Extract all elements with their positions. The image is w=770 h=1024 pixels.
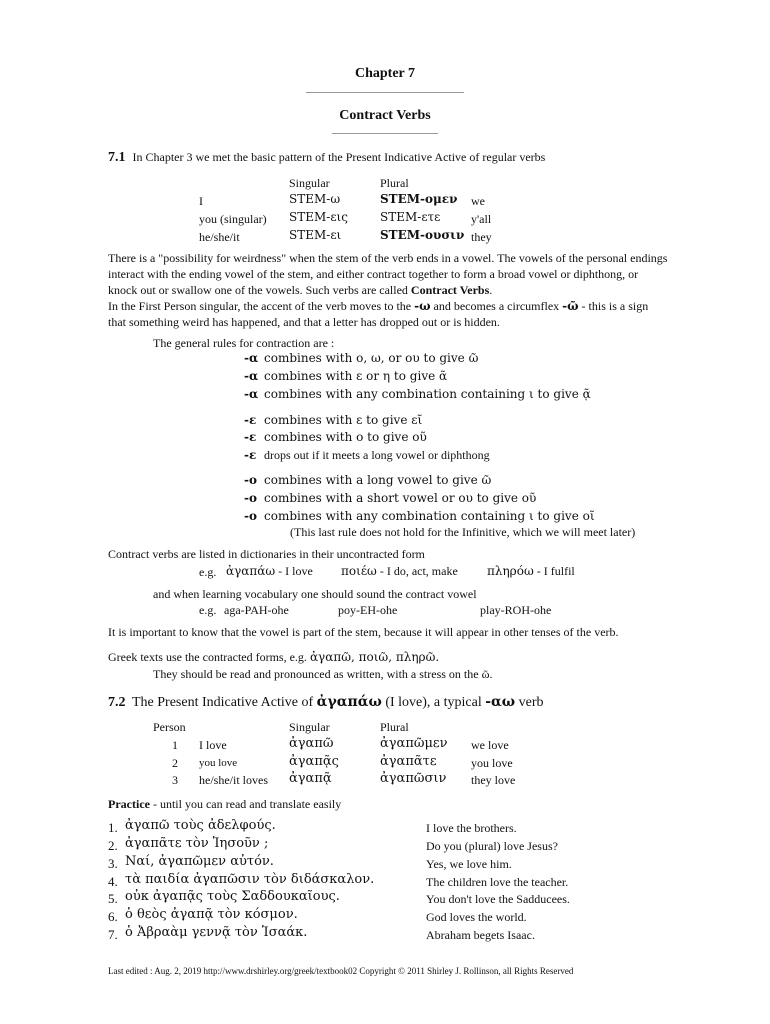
- gloss: we: [471, 194, 485, 208]
- page-footer: Last edited : Aug. 2, 2019 http://www.drshirley.org/greek/textbook02 Copyright © 2011 Shirley J. Rollinson, all Rights Reserved: [108, 966, 574, 976]
- paragraph-text: There is a "possibility for weirdness" when the stem of the verb ends in a vowel. The vowels of the personal endings interact with the ending vowel of the stem, and either contract together to form a broad vowel or diphthong, or knock out or swallow one of the vowels. Such verbs are called: [108, 251, 668, 297]
- practice-greek: τὰ παιδία ἀγαπῶσιν τὸν διδάσκαλον.: [125, 872, 375, 887]
- practice-greek: οὐκ ἀγαπᾷς τοὺς Σαδδουκαῖους.: [125, 889, 340, 904]
- section-title: verb: [515, 695, 544, 710]
- practice-greek: Ναί, ἀγαπῶμεν αὐτόν.: [125, 854, 274, 869]
- practice-number: 4.: [108, 874, 118, 889]
- read-line: They should be read and pronounced as written, with a stress on the ῶ.: [153, 667, 493, 681]
- practice-english: God loves the world.: [426, 910, 527, 924]
- person-label: you love: [199, 757, 238, 769]
- rule-text: combines with a short vowel or ου to give οῦ: [264, 491, 537, 505]
- practice-heading: [108, 797, 341, 812]
- plural-ending: STEM-ομεν: [380, 192, 458, 206]
- rule-line: [244, 448, 490, 463]
- rule-line: [244, 430, 427, 445]
- rule-text: combines with any combination containing ι to give οῖ: [264, 509, 595, 523]
- practice-english: The children love the teacher.: [426, 875, 569, 889]
- practice-english: Yes, we love him.: [426, 857, 512, 871]
- section-title: (I love), a typical: [381, 695, 486, 710]
- omega-symbol: -ω: [414, 299, 431, 313]
- singular-form: ἀγαπᾷ: [289, 771, 332, 786]
- chapter-title: Contract Verbs: [339, 108, 431, 123]
- vocab-line: and when learning vocabulary one should sound the contract vowel: [153, 587, 477, 601]
- rule-text: combines with a long vowel to give ῶ: [264, 473, 492, 487]
- weirdness-paragraph: [108, 250, 668, 298]
- example-line-1: [199, 565, 216, 580]
- singular-form: ἀγαπῶ: [289, 736, 334, 751]
- pronunciation: poy-EH-ohe: [338, 603, 398, 617]
- person-label: you (singular): [199, 212, 267, 226]
- greek-word: ἀγαπάω: [226, 564, 276, 578]
- greek-word: πληρόω: [487, 564, 534, 578]
- pronunciation: play-ROH-ohe: [480, 603, 552, 617]
- paragraph-text: In the First Person singular, the accent of the verb moves to the: [108, 299, 415, 313]
- rule-prefix: -ο: [244, 509, 257, 523]
- title-rule: [332, 133, 438, 134]
- singular-ending: STEM-ει: [289, 228, 342, 242]
- plural-ending: STEM-ουσιν: [380, 228, 465, 242]
- rule-line: [244, 387, 591, 402]
- col-singular: Singular: [289, 720, 330, 734]
- gloss: - I fulfil: [533, 564, 575, 578]
- practice-number: 2.: [108, 838, 118, 853]
- singular-ending: STEM-εις: [289, 210, 348, 224]
- gloss: they: [471, 230, 492, 244]
- rule-text: drops out if it meets a long vowel or diphthong: [264, 448, 490, 462]
- gloss: we love: [471, 738, 509, 752]
- section-number: 7.2: [108, 695, 126, 710]
- example-verb: [487, 564, 575, 579]
- rule-prefix: -ε: [244, 448, 257, 462]
- practice-number: 6.: [108, 909, 118, 924]
- gloss: you love: [471, 756, 513, 770]
- rule-text: combines with ε or η to give ᾶ: [264, 369, 448, 383]
- plural-form: ἀγαπῶμεν: [380, 736, 448, 751]
- chapter-rule: [306, 92, 464, 93]
- rule-line: [244, 509, 595, 524]
- practice-english: Abraham begets Isaac.: [426, 928, 535, 942]
- section-title: The Present Indicative Active of: [132, 695, 317, 710]
- gloss: - I do, act, make: [376, 564, 458, 578]
- practice-greek: ὁ θεὸς ἀγαπᾷ τὸν κόσμον.: [125, 907, 298, 922]
- greek-forms: ἀγαπῶ, ποιῶ, πληρῶ.: [309, 650, 440, 664]
- paragraph-text: and becomes a circumflex: [430, 299, 563, 313]
- col-plural: Plural: [380, 720, 409, 734]
- rule-line: [244, 473, 491, 488]
- texts-text: Greek texts use the contracted forms, e.g.: [108, 650, 310, 664]
- singular-ending: STEM-ω: [289, 192, 341, 206]
- eg-label: e.g.: [199, 565, 217, 579]
- section-71-intro: [108, 150, 545, 166]
- accent-paragraph: [108, 298, 668, 330]
- person-number: 1: [172, 738, 178, 752]
- practice-text: - until you can read and translate easily: [149, 797, 342, 811]
- person-label: he/she/it: [199, 230, 240, 244]
- practice-greek: ἀγαπῶ τοὺς ἀδελφούς.: [125, 818, 276, 833]
- rule-prefix: -ο: [244, 491, 257, 505]
- greek-ending: -αω: [485, 694, 516, 710]
- gloss: - I love: [275, 564, 313, 578]
- rule-text: combines with ε to give εῖ: [264, 413, 423, 427]
- rule-note: (This last rule does not hold for the Infinitive, which we will meet later): [290, 525, 636, 539]
- practice-greek: ὁ Ἀβραὰμ γεννᾷ τὸν Ἰσαάκ.: [125, 925, 308, 940]
- section-72-heading: [108, 694, 544, 711]
- rule-line: [244, 413, 422, 428]
- rules-heading: The general rules for contraction are :: [153, 336, 335, 350]
- col-singular: Singular: [289, 176, 330, 190]
- person-number: 3: [172, 773, 178, 787]
- rule-text: combines with any combination containing ι to give ᾷ: [264, 387, 591, 401]
- person-label: I: [199, 194, 203, 208]
- gloss: y'all: [471, 212, 492, 226]
- practice-english: I love the brothers.: [426, 821, 517, 835]
- greek-word: ποιέω: [341, 564, 377, 578]
- example-verb: [341, 564, 458, 579]
- rule-line: [244, 351, 478, 366]
- texts-line: [108, 650, 439, 665]
- col-person: Person: [153, 720, 186, 734]
- singular-form: ἀγαπᾷς: [289, 754, 339, 769]
- practice-number: 3.: [108, 856, 118, 871]
- dictionary-line: Contract verbs are listed in dictionaries in their uncontracted form: [108, 547, 425, 561]
- rule-line: [244, 369, 447, 384]
- person-number: 2: [172, 756, 178, 770]
- contract-verbs-term: Contract Verbs: [410, 283, 490, 297]
- eg-label-2: e.g.: [199, 603, 217, 617]
- rule-prefix: -ο: [244, 473, 257, 487]
- rule-text: combines with ο to give οῦ: [264, 430, 427, 444]
- example-verb: [226, 564, 313, 579]
- rule-prefix: -ε: [244, 413, 257, 427]
- practice-number: 1.: [108, 820, 118, 835]
- practice-english: Do you (plural) love Jesus?: [426, 839, 558, 853]
- rule-prefix: -α: [244, 369, 259, 383]
- person-label: he/she/it loves: [199, 773, 268, 787]
- paragraph-text: - this is a sign that something weird has happened, and that a letter has dropped out or is hidden.: [108, 299, 649, 329]
- chapter-heading: Chapter 7: [354, 66, 416, 81]
- practice-number: 5.: [108, 891, 118, 906]
- stem-line: It is important to know that the vowel is part of the stem, because it will appear in other tenses of the verb.: [108, 625, 619, 639]
- section-number: 7.1: [108, 150, 126, 165]
- rule-prefix: -ε: [244, 430, 257, 444]
- circumflex-symbol: -ῶ: [562, 299, 579, 313]
- intro-text: In Chapter 3 we met the basic pattern of the Present Indicative Active of regular verbs: [132, 150, 546, 164]
- greek-verb: ἀγαπάω: [316, 694, 382, 710]
- rule-line: [244, 491, 536, 506]
- gloss: they love: [471, 773, 516, 787]
- practice-greek: ἀγαπᾶτε τὸν Ἰησοῦν ;: [125, 836, 269, 851]
- paragraph-end: .: [489, 283, 493, 297]
- col-plural: Plural: [380, 176, 409, 190]
- practice-english: You don't love the Sadducees.: [426, 892, 570, 906]
- rule-text: combines with ο, ω, or ου to give ῶ: [264, 351, 479, 365]
- plural-form: ἀγαπᾶτε: [380, 754, 437, 769]
- rule-prefix: -α: [244, 351, 259, 365]
- rule-prefix: -α: [244, 387, 259, 401]
- person-label: I love: [199, 738, 227, 752]
- practice-number: 7.: [108, 927, 118, 942]
- pronunciation: aga-PAH-ohe: [224, 603, 289, 617]
- plural-form: ἀγαπῶσιν: [380, 771, 447, 786]
- plural-ending: STEM-ετε: [380, 210, 441, 224]
- practice-label: Practice: [108, 797, 150, 811]
